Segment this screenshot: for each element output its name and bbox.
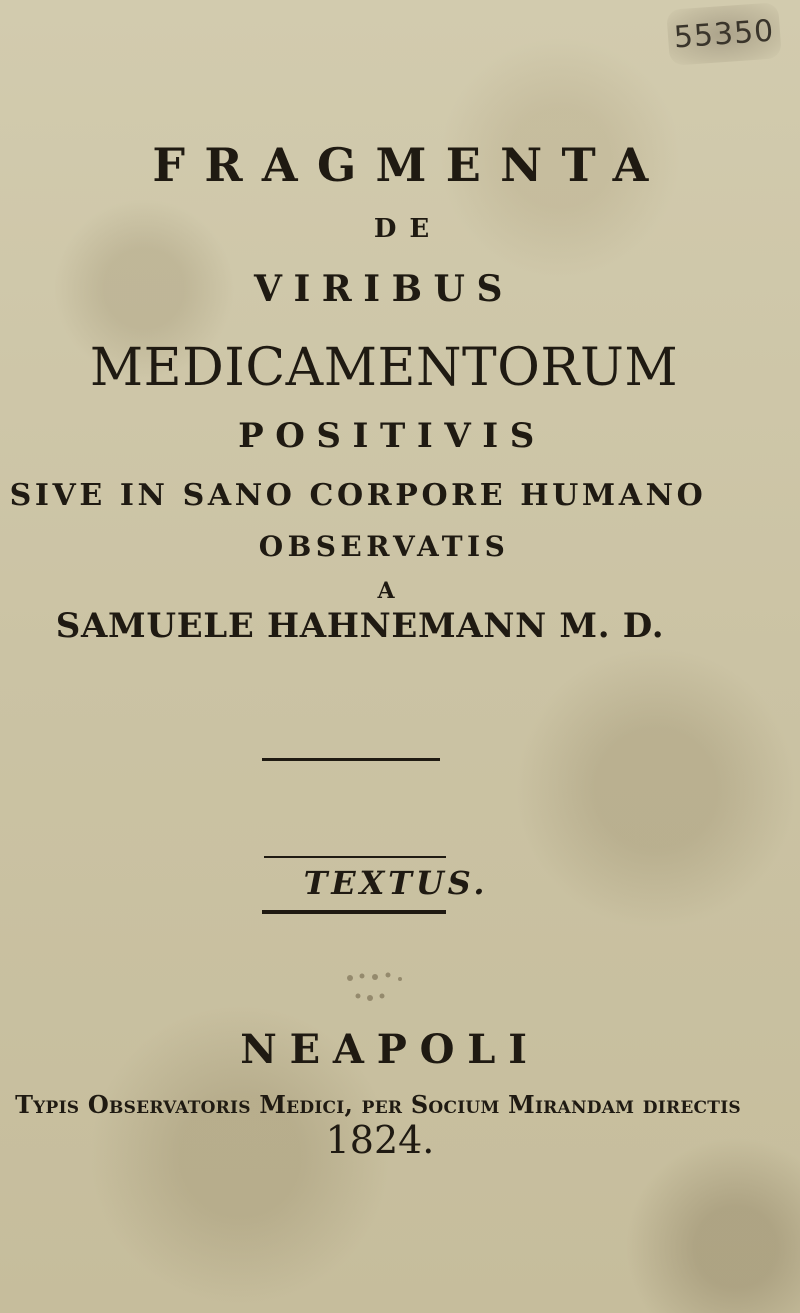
title-viribus: VIRIBUS	[254, 268, 514, 310]
faded-ornament-icon	[330, 960, 420, 1010]
title-medicamentorum: MEDICAMENTORUM	[89, 338, 679, 398]
subtitle-sive: SIVE IN SANO CORPORE HUMANO	[9, 478, 707, 513]
title-fragmenta: FRAGMENTA	[152, 138, 668, 192]
divider-rule-upper	[264, 856, 446, 858]
divider-rule-lower	[262, 910, 446, 914]
divider-rule	[262, 758, 440, 761]
subtitle-observatis: OBSERVATIS	[258, 530, 510, 563]
subtitle-a: A	[377, 578, 395, 604]
imprint-place: NEAPOLI	[240, 1026, 540, 1073]
title-de: DE	[373, 214, 443, 244]
title-positivis: POSITIVIS	[238, 416, 546, 456]
part-textus: TEXTUS.	[303, 864, 489, 902]
imprint-printer: Typis Observatoris Medici, per Socium Mirandam directis	[15, 1090, 741, 1119]
imprint-year: 1824.	[325, 1118, 435, 1162]
author-name: SAMUELE HAHNEMANN M. D.	[55, 606, 665, 646]
library-stamp: 55350	[666, 2, 782, 66]
